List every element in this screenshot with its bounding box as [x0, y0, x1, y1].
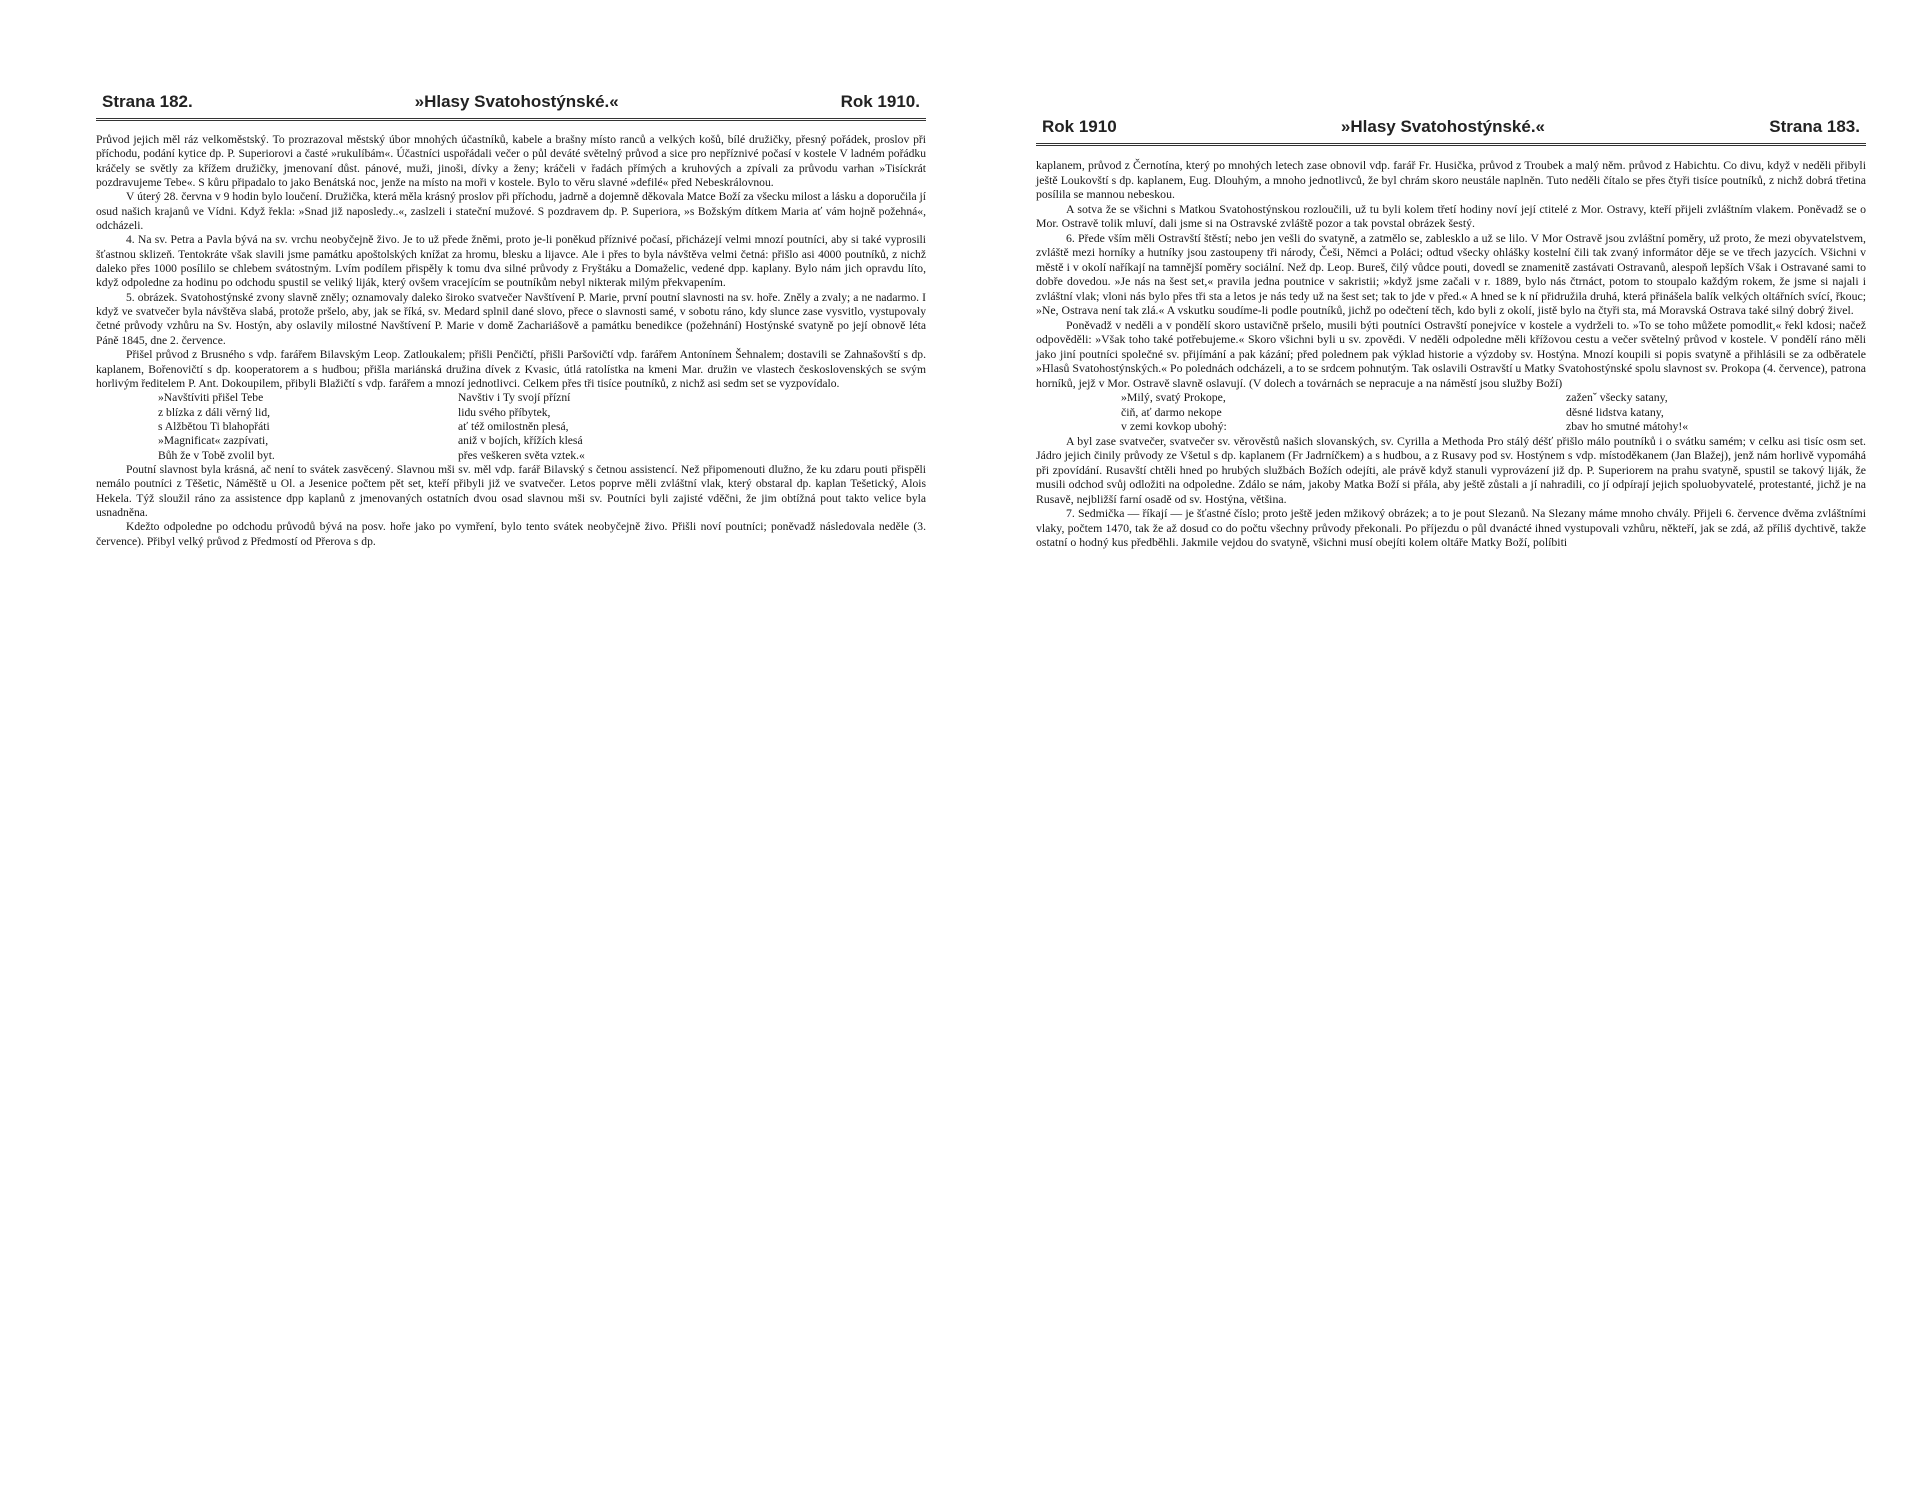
poem-line: »Navštíviti přišel Tebe: [158, 391, 264, 405]
poem-line: lidu svého příbytek,: [458, 405, 551, 419]
poem-line: »Magnificat« zazpívati,: [158, 434, 269, 448]
poem-line: aniž v bojích, křížích klesá: [458, 434, 583, 448]
paragraph: Poněvadž v neděli a v pondělí skoro ustavičně pršelo, musili býti poutníci Ostravští ponejvíce v kostele a vydrželi to. »To se toho můžete pomodlit,« řekl kdosi; načež odpověděli: »Však toho také potřebujeme.« Skoro všichni byli u sv. zpovědi. V neděli odpoledne měli křížovou cestu a večer světelný průvod v kostele. V pondělí ráno měli jako jiní poutníci společné sv. přijímání a pak kázání; před polednem pak výklad historie a výzdoby sv. Hostýna. Mnozí koupili si popis svatyně a přihlásili se za odběratele »Hlasů Svatohostýnských.« Po polednách odcházeli, a to se srdcem pohnutým. Tak oslavili Ostravští u Matky Svatohostýnské spolu slavnost sv. Prokopa (4. července), patrona horníků, jejž v Mor. Ostravě slavně oslavují. (V dolech a továrnách se nepracuje a na náměstí jsou služby Boží): [1036, 317, 1866, 390]
poem-line: z blízka z dáli věrný lid,: [158, 405, 271, 419]
paragraph: Přišel průvod z Brusného s vdp. farářem Bilavským Leop. Zatloukalem; přišli Penčičtí, přišli Paršovičtí vdp. farářem Antonínem Šehnalem; dostavili se Zahnašovští s dp. kaplanem, Bořenovičtí s dp. kooperatorem a s hudbou; přišla mariánská družina dívek z Kvasic, útlá ratolístka na kmeni Mar. družin ve vlastech československých se svým horlivým ředitelem P. Ant. Dokoupilem, přibyli Blažičtí s vdp. farářem a mnozí jednotlivci. Celkem přes tři tisíce poutníků, z nichž asi sedm set se vyzpovídalo.: [96, 348, 926, 390]
paragraph: 7. Sedmička — říkají — je šťastné číslo; proto ještě jeden mžikový obrázek; a to je pout Slezanů. Na Slezany máme mnoho chvály. Přijeli 6. července dvěma zvláštními vlaky, počtem 1470, tak že až dosud co do počtu všechny průvody překonali. Po příjezdu o půl dvanácté ihned vystupovali vzhůru, někteří, jak se zdá, až příliš dychtivě, takže ostatní o hodný kus předběhli. Jakmile vejdou do svatyně, všichni musí obejíti kolem oltáře Matky Boží, políbiti: [1036, 506, 1866, 549]
poem-line: zbav ho smutné mátohy!«: [1566, 419, 1689, 433]
body-text: [1036, 158, 1866, 550]
paragraph: Kdežto odpoledne po odchodu průvodů bývá na posv. hoře jako po vymření, bylo tento svátek neobyčejně živo. Přišli noví poutníci; poněvadž následovala neděle (3. července). Přibyl velký průvod z Předmostí od Přerova s dp.: [96, 520, 926, 548]
body-text: [96, 133, 926, 549]
poem-line: ať též omilostněn plesá,: [458, 419, 569, 433]
poem-line: s Alžbětou Ti blahopřáti: [158, 419, 270, 433]
poem-line: Bůh že v Tobě zvolil byt.: [158, 448, 275, 462]
paragraph: kaplanem, průvod z Černotína, který po mnohých letech zase obnovil vdp. farář Fr. Husička, průvod z Troubek a malý něm. průvod z Habichtu. Co divu, když v neděli přibyli ještě Loukovští s dp. kaplanem, Eug. Dlouhým, a mnoho jednotlivců, že byl chrám skoro neustále naplněn. Tuto neděli čítalo se přes čtyři tisíce poutníků, z nichž dobrá třetina posílila se mannou nebeskou.: [1036, 158, 1866, 201]
year: Rok 1910.: [840, 92, 920, 111]
running-head: [1036, 117, 1866, 146]
journal-title: »Hlasy Svatohostýnské.«: [414, 92, 619, 111]
paragraph: 4. Na sv. Petra a Pavla bývá na sv. vrchu neobyčejně živo. Je to už přede žněmi, proto je-li poněkud příznivé počasí, přicházejí velmi mnozí poutníci, aby si také vyprosili šťastnou sklizeň. Tentokráte však slavili jsme památku apoštolských knížat za hromu, blesku a lijavce. Ale i přes to byla návštěva velmi četná: přišlo asi 4000 poutníků, z nichž daleko přes 1000 posílilo se chlebem svátostným. Lvím podílem přispěly k tomu dva silné průvody z Fryštáku a Domaželic, vedené dpp. kaplany. Bylo nám jich opravdu líto, když odpoledne za hodinu po odchodu spustil se veliký liják, který ovšem vracejícím se poutníkům nebyl nikterak milým překvapením.: [96, 233, 926, 290]
poem-line: »Milý, svatý Prokope,: [1121, 390, 1226, 404]
left-page: [96, 0, 926, 1501]
poem-line: Navštiv i Ty svojí přízní: [458, 391, 571, 405]
poem-line: děsné lidstva katany,: [1566, 404, 1664, 419]
paragraph: V úterý 28. června v 9 hodin bylo loučení. Družička, která měla krásný proslov při příchodu, jadrně a dojemně děkovala Matce Boží za všecku milost a lásku a doporučila jí osud našich krajanů ve Vídni. Když řekla: »Snad již naposledy..«, zaslzeli i stateční mužové. S pozdravem dp. P. Superiora, »s Božským dítkem Maria ať vám hojně požehná«, odcházeli.: [96, 190, 926, 233]
running-head: [96, 92, 926, 121]
poem: [96, 391, 926, 463]
poem: [1036, 390, 1866, 434]
poem-line: zaženˇ všecky satany,: [1566, 390, 1668, 404]
paragraph: A sotva že se všichni s Matkou Svatohostýnskou rozloučili, už tu byli kolem třetí hodiny noví její ctitelé z Mor. Ostravy, kteří přijeli zvláštním vlakem. Poněvadž se o Mor. Ostravě tolik mluví, dali jsme si na Ostravské zvláště pozor a tak povstal obrázek šestý.: [1036, 201, 1866, 230]
journal-title: »Hlasy Svatohostýnské.«: [1340, 117, 1546, 136]
right-page: [1036, 0, 1866, 1501]
paragraph: 6. Přede vším měli Ostravští štěstí; nebo jen vešli do svatyně, a zatmělo se, zablesklo a už se lilo. V Mor Ostravě jsou zvláštní poměry, už proto, že mezi obyvatelstvem, zvláště mezi horníky a hutníky jsou zastoupeny tři národy, Češi, Němci a Poláci; odtud všecky ohlášky kostelní čili tak zvaný informátor děje se ve třech jazycích. Všichni v městě i v okolí naříkají na tamnější poměry sociální. Než dp. Leop. Bureš, čilý vůdce pouti, dovedl se znamenitě zastávati Ostravanů, alespoň lepších Však i Ostravané sami to dobře dovedou. »Je nás na šest set,« pravila jedna poutnice v sakristii; »když jsme začali v r. 1889, bylo nás čtrnáct, potom to stoupalo každým rokem, že jsme si najali i zvláštní vlak; vloni nás bylo přes tři sta a letos je nás tedy už na šest set; tak to jde v před.« A hned se k ní přidružila druhá, která přinášela balík velkých oltářních svící, řkouc; »Ne, Ostrava není tak zlá.« A vskutku soudíme-li podle poutníků, jichž po odečtení těch, kdo byli z okolí, jistě bylo na čtyři sta, má Moravská Ostrava také silný dobrý živel.: [1036, 230, 1866, 317]
poem-line: čiň, ať darmo nekope: [1121, 404, 1222, 419]
paragraph: Poutní slavnost byla krásná, ač není to svátek zasvěcený. Slavnou mši sv. měl vdp. farář Bilavský s četnou assistencí. Než připomenouti dlužno, že ku zdaru pouti přispěli nemálo poutníci z Těšetic, Náměště u Ol. a Jesenice počtem pět set, kteří přibyli již ve svatvečer. Letos poprve měli zvláštní vlak, který obstaral dp. kaplan Tešetický, Alois Hekela. Týž sloužil ráno za assistence dpp kaplanů z jmenovaných ostatních dvou osad slavnou mši sv. Poutníci byli zajisté vděčni, že jim obtížná pout takto velice byla usnadněna.: [96, 462, 926, 519]
paragraph: Průvod jejich měl ráz velkoměstský. To prozrazoval městský úbor mnohých účastníků, kabele a brašny místo ranců a velkých košů, bílé družičky, přesný pořádek, proslov při příchodu, podání kytice dp. P. Superiorovi a časté »rukulíbám«. Účastníci uspořádali večer o půl deváté světelný průvod a sice pro nepříznivé počasí v kostele V ladném pořádku kráčely se světly za křížem družičky, jmenovaní důst. pánové, muži, jinoši, dívky a ženy; kráčeli v řadách přímých a kruhových a zpívali za průvodu varhan »Tisíckrát pozdravujeme Tebe«. S kůru připadalo to jako Benátská noc, jenže na místo na moři v kostele. Bylo to věru slavné »defilé« před Nebeskrálovnou.: [96, 133, 926, 190]
year: Rok 1910: [1042, 117, 1117, 136]
poem-line: v zemi kovkop ubohý:: [1121, 419, 1227, 433]
paragraph: 5. obrázek. Svatohostýnské zvony slavně zněly; oznamovaly daleko široko svatvečer Navštívení P. Marie, první poutní slavnosti na sv. hoře. Zněly a zvaly; a ne nadarmo. I když ve svatvečer byla návštěva slabá, protože pršelo, aby, jak se říká, sv. Medard splnil dané slovo, přece o slavnosti samé, v sobotu ráno, kdy slunce zase vysvitlo, vystupovaly četné průvody vzhůru na Sv. Hostýn, aby oslavily milostné Navštívení P. Marie v domě Zachariášově a památku benedikce (požehnání) Hostýnské svatyně po její obnově léta Páně 1845, dne 2. července.: [96, 290, 926, 347]
paragraph: A byl zase svatvečer, svatvečer sv. věrověstů našich slovanských, sv. Cyrilla a Methoda Pro stálý déšť přišlo málo poutníků i o svátku samém; v celku asi tisíc osm set. Jádro jejich činily průvody ze Všetul s dp. kaplanem (Fr Jadrníčkem) a s hudbou, a z Rusavy pod sv. Hostýnem s vdp. místoděkanem (Jan Blažej), jenž nám horlivě vypomáhá při zpovídání. Rusavští chtěli hned po hrubých službách Božích odejíti, ale právě když stanuli vyprovázení již dp. P. Superiorem na prahu svatyně, spustil se takový liják, že musili odchod svůj odložiti na odpoledne. Zdálo se nám, jakoby Matka Boží si přála, aby ještě zůstali a jí nahradili, co jí odpírají jejich spoluobyvatelé, protestanté, jichž je na Rusavě, nejbližší farní osadě od sv. Hostýna, většina.: [1036, 433, 1866, 506]
page-number: Strana 183.: [1769, 117, 1860, 136]
page-number: Strana 182.: [102, 92, 193, 111]
poem-line: přes veškeren světa vztek.«: [458, 448, 585, 462]
